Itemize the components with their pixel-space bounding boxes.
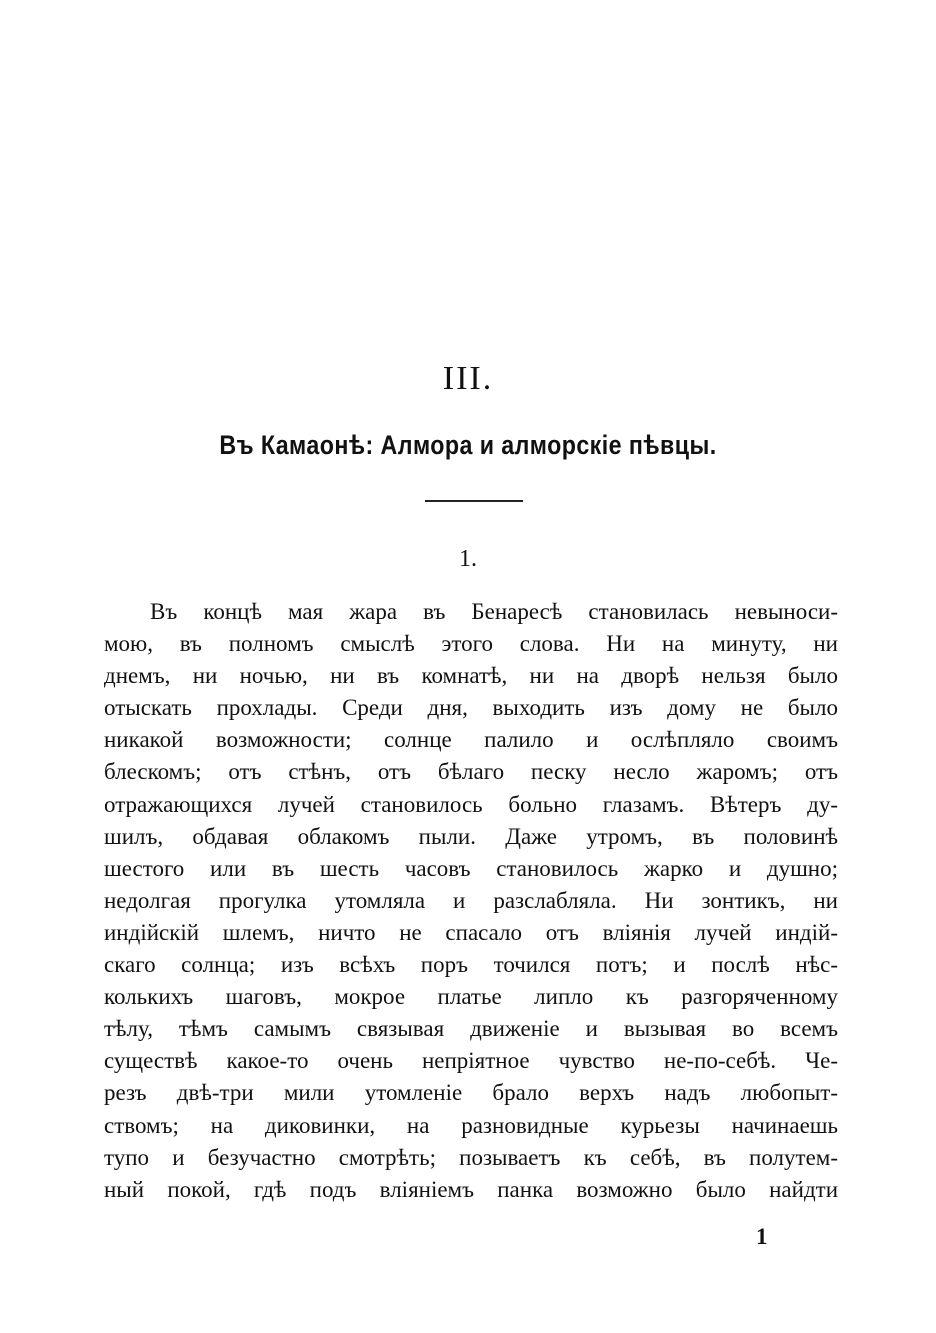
chapter-title: Въ Камаонѣ: Алмора и алморскіе пѣвцы. [219, 430, 717, 460]
text-line: никакой возможности; солнце палило и ослѣпляло своимъ [104, 727, 838, 753]
text-line: блескомъ; отъ стѣнъ, отъ бѣлаго песку несло жаромъ; отъ [104, 759, 838, 785]
text-line: шестого или въ шесть часовъ становилось жарко и душно; [104, 855, 838, 881]
text-line: существѣ какое-то очень непріятное чувство не-по-себѣ. Че- [104, 1048, 838, 1074]
text-line: индійскій шлемъ, ничто не спасало отъ вліянія лучей индій- [104, 919, 838, 945]
text-line: ный покой, гдѣ подъ вліяніемъ панка возможно было найдти [104, 1176, 838, 1202]
page-number: 1 [756, 1224, 768, 1249]
text-line: недолгая прогулка утомляла и разслабляла. Ни зонтикъ, ни [104, 887, 838, 913]
text-line: ствомъ; на диковинки, на разновидные курьезы начинаешь [104, 1112, 838, 1138]
text-line: тупо и безучастно смотрѣть; позываетъ къ себѣ, въ полутем- [104, 1144, 838, 1170]
chapter-number: III. [442, 360, 494, 397]
title-divider [425, 500, 523, 502]
text-line: тѣлу, тѣмъ самымъ связывая движеніе и вызывая во всемъ [104, 1016, 838, 1042]
text-line: мою, въ полномъ смыслѣ этого слова. Ни на минуту, ни [104, 631, 838, 657]
section-number: 1. [459, 546, 477, 572]
text-line: колькихъ шаговъ, мокрое платье липло къ разгоряченному [104, 984, 838, 1010]
text-line: отыскать прохлады. Среди дня, выходить изъ дому не было [104, 695, 838, 721]
text-line: шилъ, обдавая облакомъ пыли. Даже утромъ, въ половинѣ [104, 823, 838, 849]
text-line: Въ концѣ мая жара въ Бенаресѣ становилась невыноси- [150, 599, 838, 624]
text-line: отражающихся лучей становилось больно глазамъ. Вѣтеръ ду- [104, 791, 838, 817]
text-line: днемъ, ни ночью, ни въ комнатѣ, ни на дворѣ нельзя было [104, 663, 838, 689]
text-line: скаго солнца; изъ всѣхъ поръ точился потъ; и послѣ нѣс- [104, 952, 838, 978]
body-text [104, 596, 838, 1206]
text-line: резъ двѣ-три мили утомленіе брало верхъ надъ любопыт- [104, 1080, 838, 1106]
